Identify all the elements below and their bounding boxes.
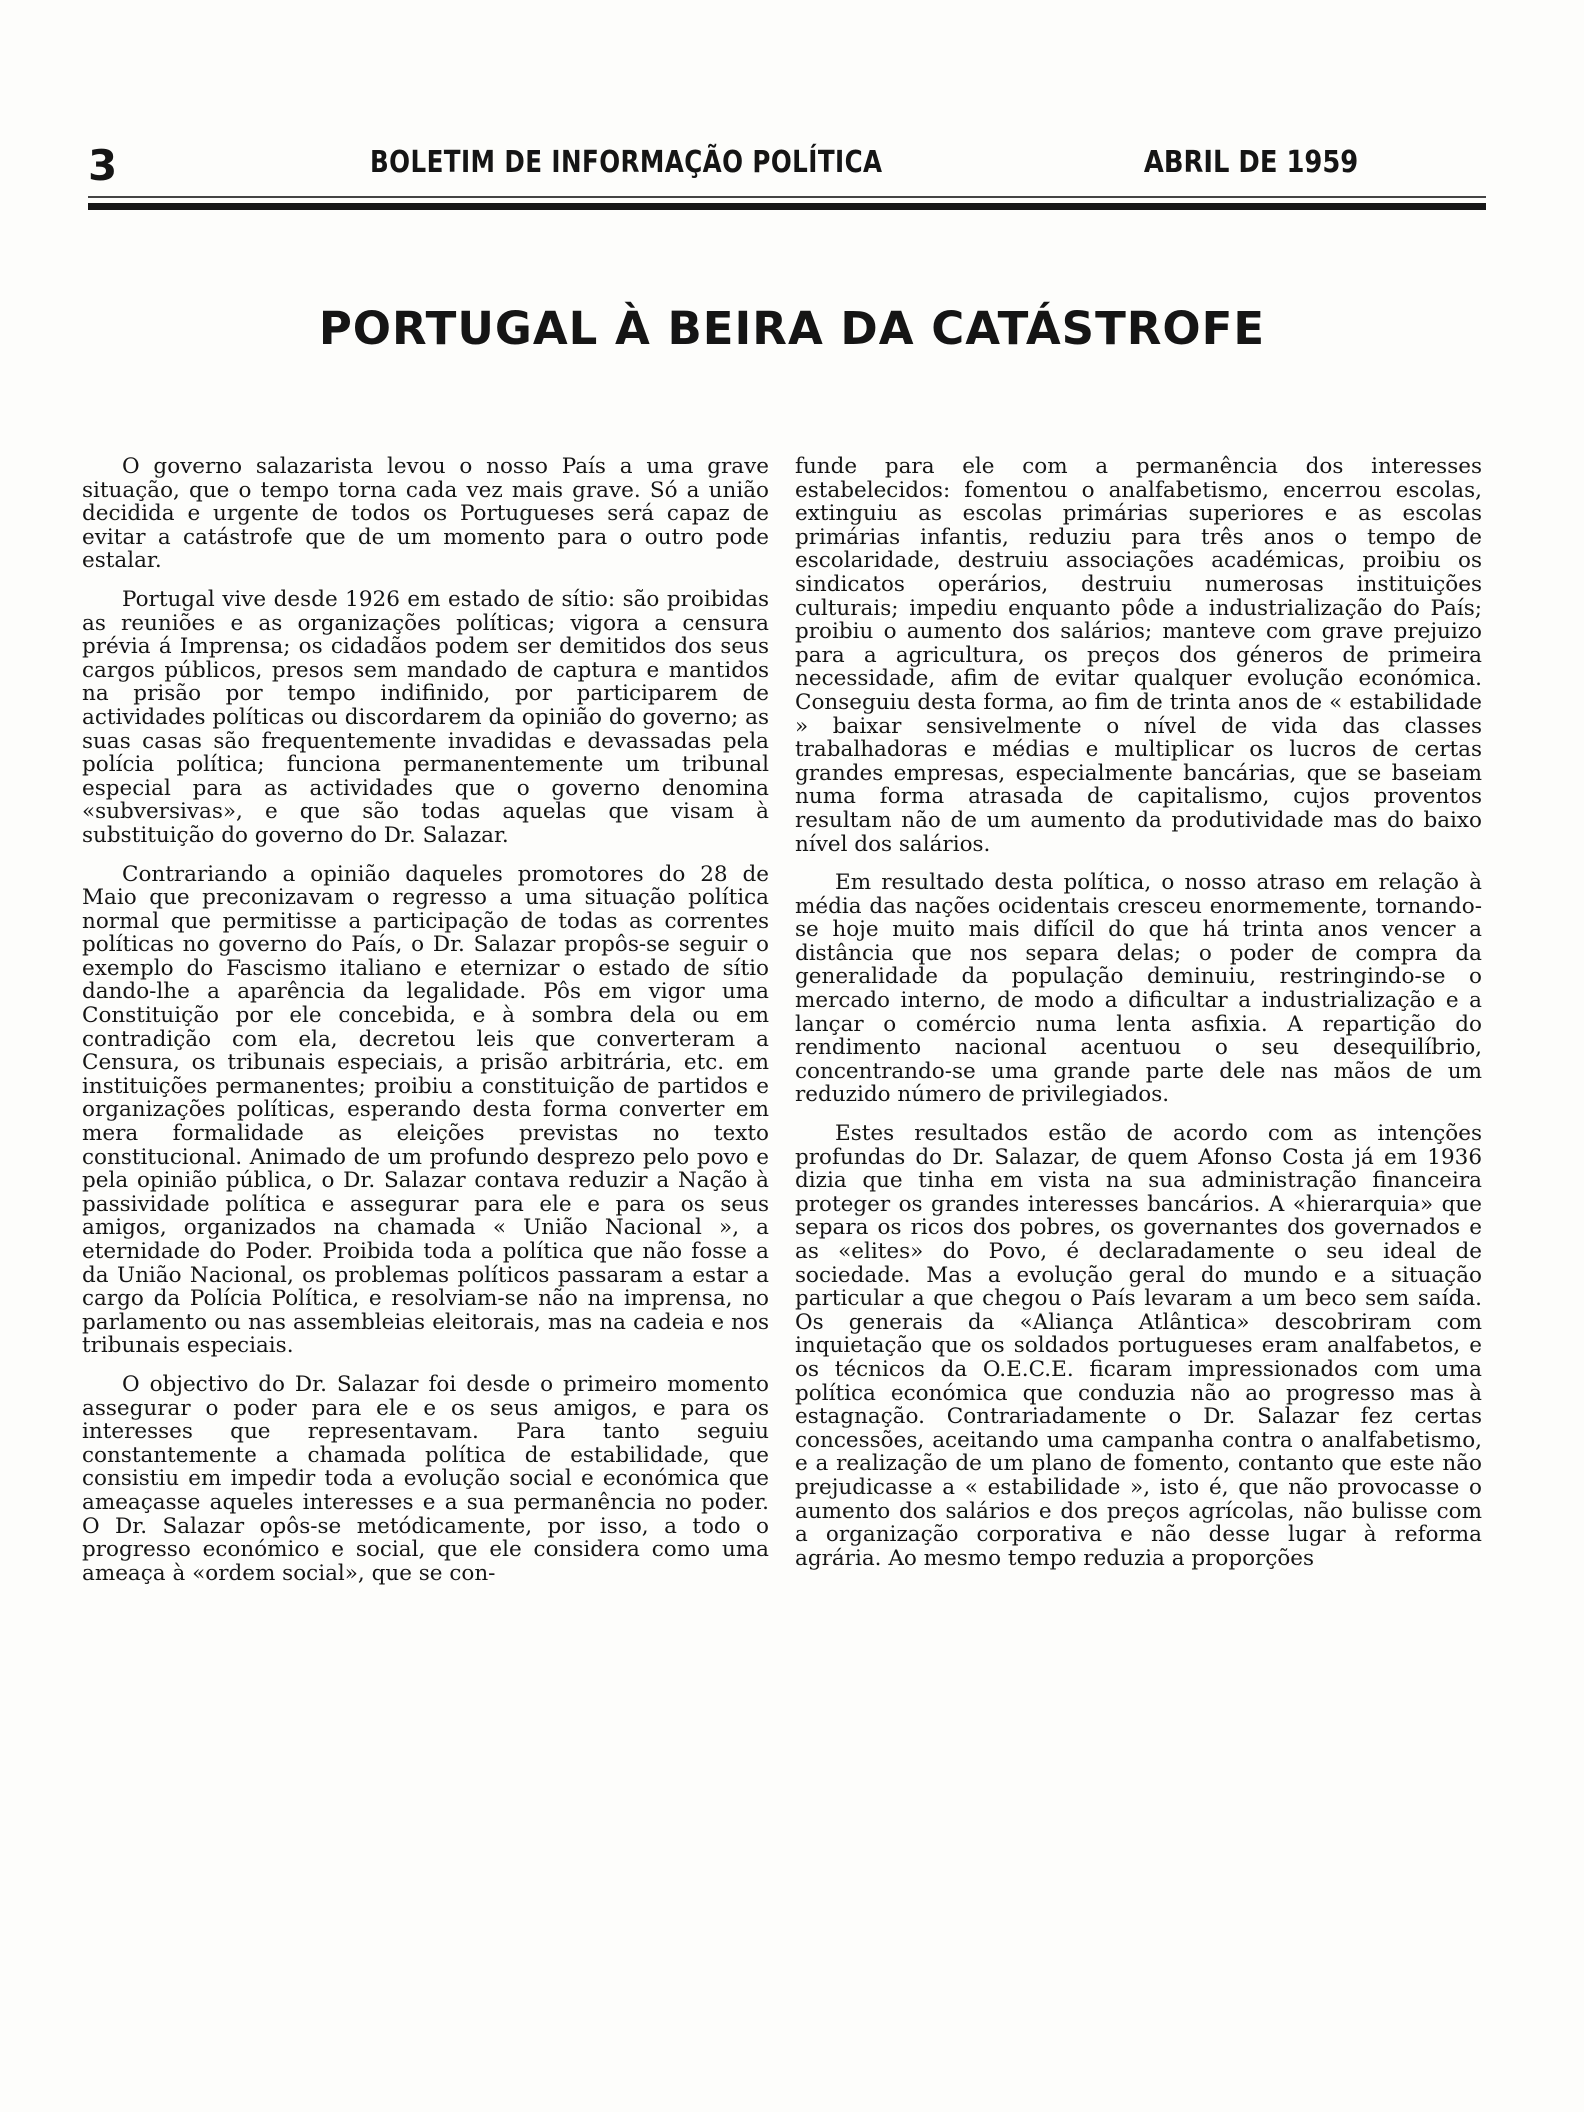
paragraph: funde para ele com a permanência dos interesses estabelecidos: fomentou o analfabetismo, encerrou escolas, extinguiu as escolas primárias superiores e as escolas primárias infantis, reduziu para três anos o tempo de escolaridade, destruiu associações académicas, proibiu os sindicatos operários, destruiu numerosas instituições culturais; impediu enquanto pôde a industrialização do País; proibiu o aumento dos salários; manteve com grave prejuizo para a agricultura, os preços dos géneros de primeira necessidade, afim de evitar qualquer evolução económica. Conseguiu desta forma, ao fim de trinta anos de « estabilidade » baixar sensivelmente o nível de vida das classes trabalhadoras e médias e multiplicar os lucros de certas grandes empresas, especialmente bancárias, que se baseiam numa forma atrasada de capitalismo, cujos proventos resultam não de um aumento da produtividade mas do baixo nível dos salários. xyxy=(795,454,1482,857)
paragraph: Estes resultados estão de acordo com as intenções profundas do Dr. Salazar, de quem Afonso Costa já em 1936 dizia que tinha em vista na sua administração financeira proteger os grandes interesses bancários. A «hierarquia» que separa os ricos dos pobres, os governantes dos governados e as «elites» do Povo, é declaradamente o seu ideal de sociedade. Mas a evolução geral do mundo e a situação particular a que chegou o País levaram a um beco sem saída. Os generais da «Aliança Atlântica» descobriram com inquietação que os soldados portugueses eram analfabetos, e os técnicos da O.E.C.E. ficaram impressionados com uma política económica que conduzia não ao progresso mas à estagnação. Contrariadamente o Dr. Salazar fez certas concessões, aceitando uma campanha contra o analfabetismo, e a realização de um plano de fomento, contanto que este não prejudicasse a « estabilidade », isto é, que não provocasse o aumento dos salários e dos preços agrícolas, não bulisse com a organização corporativa e não desse lugar à reforma agrária. Ao mesmo tempo reduzia a proporções xyxy=(795,1121,1482,1571)
paragraph: O objectivo do Dr. Salazar foi desde o primeiro momento assegurar o poder para ele e os seus amigos, e para os interesses que representavam. Para tanto seguiu constantemente a chamada política de estabilidade, que consistiu em impedir toda a evolução social e económica que ameaçasse aqueles interesses e a sua permanência no poder. O Dr. Salazar opôs-se metódicamente, por isso, a todo o progresso económico e social, que ele considera como uma ameaça à «ordem social», que se con- xyxy=(82,1371,769,1586)
header-rule-thin xyxy=(88,196,1486,198)
left-column xyxy=(82,455,769,1600)
article-title: PORTUGAL À BEIRA DA CATÁSTROFE xyxy=(318,302,1266,355)
publication-title: BOLETIM DE INFORMAÇÃO POLÍTICA xyxy=(370,145,883,180)
masthead xyxy=(82,136,1488,196)
paragraph: Em resultado desta política, o nosso atraso em relação à média das nações ocidentais cresceu enormemente, tornando-se hoje muito mais difícil do que há trinta anos vencer a distância que nos separa delas; o poder de compra da generalidade da população deminuiu, restringindo-se o mercado interno, de modo a dificultar a industrialização e a lançar o comércio numa lenta asfixia. A repartição do rendimento nacional acentuou o seu desequilíbrio, concentrando-se uma grande parte dele nas mãos de um reduzido número de privilegiados. xyxy=(795,870,1482,1108)
right-column xyxy=(795,455,1482,1585)
header-rule-thick xyxy=(88,203,1486,210)
paragraph: Portugal vive desde 1926 em estado de sítio: são proibidas as reuniões e as organizações políticas; vigora a censura prévia á Imprensa; os cidadãos podem ser demitidos dos seus cargos públicos, presos sem mandado de captura e mantidos na prisão por tempo indifinido, por participarem de actividades políticas ou discordarem da opinião do governo; as suas casas são frequentemente invadidas e devassadas pela polícia política; funciona permanentemente um tribunal especial para as actividades que o governo denomina «subversivas», e que são todas aquelas que visam à substituição do governo do Dr. Salazar. xyxy=(82,586,769,848)
paragraph: O governo salazarista levou o nosso País a uma grave situação, que o tempo torna cada vez mais grave. Só a união decidida e urgente de todos os Portugueses será capaz de evitar a catástrofe que de um momento para o outro pode estalar. xyxy=(82,454,769,574)
issue-date: ABRIL DE 1959 xyxy=(1143,145,1358,180)
page-number: 3 xyxy=(88,141,118,190)
paragraph: Contrariando a opinião daqueles promotores do 28 de Maio que preconizavam o regresso a uma situação política normal que permitisse a participação de todas as correntes políticas no governo do País, o Dr. Salazar propôs-se seguir o exemplo do Fascismo italiano e eternizar o estado de sítio dando-lhe a aparência da legalidade. Pôs em vigor uma Constituição por ele concebida, e à sombra dela ou em contradição com ela, decretou leis que converteram a Censura, os tribunais especiais, a prisão arbitrária, etc. em instituições permanentes; proibiu a constituição de partidos e organizações políticas, esperando desta forma converter em mera formalidade as eleições previstas no texto constitucional. Animado de um profundo desprezo pelo povo e pela opinião pública, o Dr. Salazar contava reduzir a Nação à passividade política e assegurar para ele e para os seus amigos, organizados na chamada « União Nacional », a eternidade do Poder. Proibida toda a política que não fosse a da União Nacional, os problemas políticos passaram a estar a cargo da Polícia Política, e resolviam-se não na imprensa, no parlamento ou nas assembleias eleitorais, mas na cadeia e nos tribunais especiais. xyxy=(82,861,769,1359)
